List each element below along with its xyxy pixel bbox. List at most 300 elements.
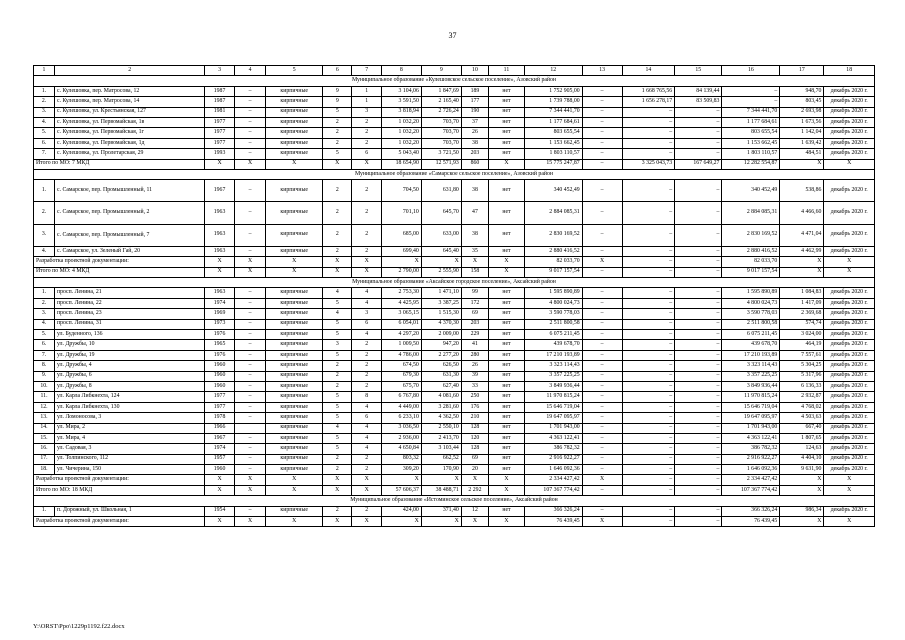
table-cell: нет [489,246,525,256]
table-cell: 1 595 890,89 [722,288,780,298]
table-cell: 170,90 [421,465,461,475]
table-cell: 5 [323,402,352,412]
table-cell: 6 [352,319,381,329]
table-cell: кирпичные [266,246,323,256]
table-cell: – [675,107,722,117]
table-cell: нет [489,117,525,127]
table-cell: декабрь 2020 г. [824,392,875,402]
table-cell: 1 417,09 [780,298,824,308]
table-cell: 2 [352,117,381,127]
table-cell: – [234,128,266,138]
table-cell: – [622,506,675,516]
table-cell: – [675,309,722,319]
table-cell: 17. [34,454,55,464]
table-cell: X [489,517,525,527]
table-cell: 7. [34,350,55,360]
table-cell: 627,40 [421,381,461,391]
table-cell: 4 404,10 [780,454,824,464]
table-cell: 18. [34,465,55,475]
table-cell: – [234,288,266,298]
column-number: 16 [722,66,780,76]
table-cell: 9 017 157,54 [722,267,780,277]
table-cell: – [675,180,722,202]
table-row [34,506,875,516]
column-number: 12 [524,66,582,76]
table-row [34,128,875,138]
table-cell: – [675,465,722,475]
table-cell: – [582,288,622,298]
table-cell: 1978 [205,413,234,423]
table-cell: нет [489,288,525,298]
table-cell: – [582,149,622,159]
table-cell: 107 367 774,42 [722,485,780,495]
summary-row [34,475,875,485]
table-cell: X [205,485,234,495]
table-cell: нет [489,444,525,454]
table-cell: – [582,97,622,107]
table-cell: – [582,413,622,423]
table-cell: 1 [352,97,381,107]
table-cell: 1967 [205,433,234,443]
table-cell: 3. [34,107,55,117]
table-cell: 120 [461,433,488,443]
table-cell: 1981 [205,107,234,117]
table-cell: с. Кулешовка, пер. Матросова, 12 [55,86,205,96]
table-cell: 2 [323,454,352,464]
table-cell: 18 654,90 [381,159,421,169]
table-cell [234,423,266,433]
table-cell: X [234,257,266,267]
table-row [34,444,875,454]
table-cell: 19 647 095,97 [524,413,582,423]
table-cell: нет [489,361,525,371]
table-cell: 4 471,04 [780,224,824,246]
table-cell: 3 357 225,25 [524,371,582,381]
table-cell: 4 362,50 [421,413,461,423]
table-cell: X [266,159,323,169]
table-cell: 4 800 024,73 [722,298,780,308]
table-cell: – [234,340,266,350]
table-cell: 4 297,20 [381,329,421,339]
table-cell: – [234,465,266,475]
table-cell: – [675,485,722,495]
table-cell: – [675,454,722,464]
table-cell: – [675,298,722,308]
table-cell: – [622,444,675,454]
table-cell: 82 033,70 [524,257,582,267]
table-cell: ул. Карла Либкнехта, 124 [55,392,205,402]
table-cell: X [489,485,525,495]
table-cell: 210 [461,413,488,423]
table-cell: X [824,517,875,527]
section-row [34,496,875,506]
table-cell: кирпичные [266,361,323,371]
table-cell: 2 292 [461,485,488,495]
table-cell: нет [489,506,525,516]
table-cell: X [205,517,234,527]
table-cell: 1 807,65 [780,433,824,443]
table-cell: кирпичные [266,423,323,433]
table-cell: X [205,267,234,277]
table-cell: нет [489,202,525,224]
table-row [34,202,875,224]
table-row [34,392,875,402]
table-cell: 701,10 [381,202,421,224]
table-cell: 703,70 [421,117,461,127]
table-cell: – [622,475,675,485]
section-title: Муниципальное образование «Самарское сельское поселение», Азовский район [34,169,875,179]
table-cell: 4 [352,298,381,308]
table-cell: 4. [34,246,55,256]
table-cell: 2 [352,202,381,224]
table-cell: 667,40 [780,423,824,433]
table-cell: 3 103,44 [421,444,461,454]
table-cell: 9. [34,371,55,381]
table-cell: кирпичные [266,180,323,202]
table-cell: – [722,97,780,107]
table-cell: 704,50 [381,180,421,202]
table-cell: 2 [323,117,352,127]
table-row [34,329,875,339]
table-cell: – [582,485,622,495]
table-cell: – [582,402,622,412]
table-cell: X [323,475,352,485]
table-cell: 3 849 936,44 [524,381,582,391]
table-cell: X [381,517,421,527]
table-row [34,149,875,159]
table-cell: 1 084,83 [780,288,824,298]
table-cell: – [622,361,675,371]
table-cell: 1 701 943,00 [722,423,780,433]
table-cell: 2 [323,224,352,246]
table-cell: 3 387,25 [421,298,461,308]
table-cell: – [622,298,675,308]
table-cell: 57 606,37 [381,485,421,495]
table-cell: – [675,350,722,360]
table-cell: – [675,117,722,127]
table-cell: 626,50 [421,361,461,371]
table-cell: 38 488,71 [421,485,461,495]
table-cell: 703,70 [421,138,461,148]
table-cell: с. Кулешовка, ул. Пролетарская, 29 [55,149,205,159]
table-cell: – [234,117,266,127]
table-cell: 4 786,00 [381,350,421,360]
table-cell: – [234,224,266,246]
table-cell: 250 [461,392,488,402]
table-cell: 2 [352,340,381,350]
table-cell: 128 [461,444,488,454]
table-cell: кирпичные [266,288,323,298]
table-cell: X [489,475,525,485]
table-cell: декабрь 2020 г. [824,309,875,319]
table-cell: кирпичные [266,202,323,224]
table-cell: 574,74 [780,319,824,329]
table-cell: 12 571,93 [421,159,461,169]
table-cell: X [352,267,381,277]
table-row [34,288,875,298]
table-cell: 2 165,40 [421,97,461,107]
table-cell: с. Кулешовка, ул. Крестьянская, 127 [55,107,205,117]
table-cell: 4 081,60 [421,392,461,402]
summary-label: Разработка проектной документации: [34,517,205,527]
table-cell: – [582,224,622,246]
summary-label: Разработка проектной документации: [34,475,205,485]
table-cell: 3 818,94 [381,107,421,117]
table-cell: кирпичные [266,224,323,246]
table-cell: 4 [352,423,381,433]
table-cell: 1960 [205,361,234,371]
table-cell: 11. [34,392,55,402]
table-cell: 4 449,00 [381,402,421,412]
table-cell: – [675,371,722,381]
table-cell: 1963 [205,202,234,224]
table-cell: – [234,309,266,319]
table-cell: нет [489,97,525,107]
column-number: 13 [582,66,622,76]
table-cell: 13. [34,413,55,423]
table-cell: – [622,138,675,148]
table-cell: 4 768,02 [780,402,824,412]
table-cell: – [234,350,266,360]
column-number: 4 [234,66,266,76]
summary-row [34,159,875,169]
table-cell: 26 [461,361,488,371]
table-cell: кирпичные [266,128,323,138]
table-cell: 2 884 085,31 [722,202,780,224]
table-cell: 5 [323,319,352,329]
table-cell: 4 [352,444,381,454]
table-cell: 1 [352,86,381,96]
table-cell: 5. [34,128,55,138]
table-cell: п. Дорожный, ул. Школьная, 1 [55,506,205,516]
table-row [34,86,875,96]
table-cell: декабрь 2020 г. [824,402,875,412]
table-cell: 2 334 427,42 [524,475,582,485]
table-cell: 2 550,10 [421,423,461,433]
table-cell: 124,63 [780,444,824,454]
table-cell: 1977 [205,117,234,127]
table-cell: 947,20 [421,340,461,350]
table-cell: декабрь 2020 г. [824,117,875,127]
table-cell: 4 462,99 [780,246,824,256]
table-cell: 2 511 800,58 [722,319,780,329]
table-cell: 38 [461,180,488,202]
table-cell: X [780,267,824,277]
table-cell: 3. [34,309,55,319]
table-cell: X [421,257,461,267]
table-cell: 128 [461,423,488,433]
table-cell: 2. [34,298,55,308]
table-cell: 3 [323,340,352,350]
table-cell: нет [489,309,525,319]
table-cell: 9 [323,97,352,107]
table-cell: X [824,475,875,485]
table-cell: декабрь 2020 г. [824,340,875,350]
table-cell: 19 647 095,97 [722,413,780,423]
table-cell: декабрь 2020 г. [824,138,875,148]
table-cell: 1 803 110,57 [524,149,582,159]
table-cell: 1963 [205,224,234,246]
table-cell: 6 [352,413,381,423]
table-cell: 76 439,45 [722,517,780,527]
table-cell: 5 [323,107,352,117]
table-cell: – [234,506,266,516]
table-cell: декабрь 2020 г. [824,202,875,224]
table-cell: ул. Буденного, 136 [55,329,205,339]
table-row [34,381,875,391]
table-cell: 386 782,32 [722,444,780,454]
column-number: 5 [266,66,323,76]
table-cell: – [675,224,722,246]
table-cell: – [582,309,622,319]
table-cell: 2 [352,465,381,475]
table-cell: 82 033,70 [722,257,780,267]
table-cell: 33 [461,381,488,391]
table-cell: кирпичные [266,371,323,381]
table-cell: – [582,298,622,308]
table-cell: – [675,413,722,423]
table-cell: 10. [34,381,55,391]
table-cell: 1963 [205,246,234,256]
table-cell: X [352,485,381,495]
table-cell: 3 849 936,44 [722,381,780,391]
table-cell: – [234,149,266,159]
table-cell: декабрь 2020 г. [824,423,875,433]
table-cell: 35 [461,246,488,256]
table-cell: ул. Дружбы, 6 [55,371,205,381]
table-cell: 2 884 085,31 [524,202,582,224]
table-cell: 38 [461,224,488,246]
table-cell: – [675,423,722,433]
table-cell: 1963 [205,288,234,298]
table-cell: X [266,517,323,527]
table-cell: – [675,202,722,224]
table-cell: – [622,202,675,224]
table-cell: 9 [323,86,352,96]
table-cell: кирпичные [266,149,323,159]
table-row [34,402,875,412]
table-cell: – [622,454,675,464]
table-cell: 2 936,00 [381,433,421,443]
table-cell: X [234,475,266,485]
table-cell: – [622,485,675,495]
table-cell: 8. [34,361,55,371]
table-cell: – [675,257,722,267]
table-cell: 1967 [205,180,234,202]
table-cell: – [582,159,622,169]
table-cell: 107 367 774,42 [524,485,582,495]
table-cell: 1969 [205,309,234,319]
table-cell: 6 075 211,45 [524,329,582,339]
table-cell: ул. Мира, 2 [55,423,205,433]
table-cell: 309,20 [381,465,421,475]
table-cell: с. Самарское, пер. Промышленный, 7 [55,224,205,246]
table-cell: кирпичные [266,329,323,339]
table-cell: – [622,149,675,159]
table-cell: – [234,361,266,371]
table-cell: 5 [323,392,352,402]
table-cell: – [622,288,675,298]
table-cell: – [675,319,722,329]
table-cell: 5. [34,329,55,339]
table-cell: 1 701 943,00 [524,423,582,433]
table-cell: – [675,361,722,371]
table-cell: X [352,517,381,527]
table-cell: нет [489,381,525,391]
table-row [34,298,875,308]
table-cell: просп. Ленина, 31 [55,319,205,329]
table-cell: кирпичные [266,506,323,516]
table-cell: X [352,159,381,169]
table-cell: нет [489,350,525,360]
table-cell: 2 [323,371,352,381]
table-cell: с. Самарское, пер. Промышленный, 2 [55,202,205,224]
table-cell: – [675,149,722,159]
table-cell: 47 [461,202,488,224]
table-cell: – [622,117,675,127]
table-cell: 1 656 278,17 [622,97,675,107]
table-cell: 2 [323,506,352,516]
section-title: Муниципальное образование «Истоминское сельское поселение», Аксайский район [34,496,875,506]
table-cell: нет [489,413,525,423]
table-cell: декабрь 2020 г. [824,465,875,475]
table-cell: 1 803 110,57 [722,149,780,159]
table-row [34,180,875,202]
table-cell: 11 970 815,24 [722,392,780,402]
table-cell: 26 [461,128,488,138]
table-cell: 803,45 [780,97,824,107]
table-cell: декабрь 2020 г. [824,444,875,454]
table-cell: X [489,267,525,277]
table-cell: X [461,257,488,267]
table-cell: 986,34 [780,506,824,516]
table-cell: 4 466,60 [780,202,824,224]
table-row [34,361,875,371]
table-cell: 3 036,50 [381,423,421,433]
table-cell: – [582,267,622,277]
column-number: 8 [381,66,421,76]
table-cell: 3 [352,107,381,117]
table-cell: X [323,485,352,495]
table-cell: X [780,257,824,267]
table-cell: 4 650,84 [381,444,421,454]
table-cell: 16. [34,444,55,454]
column-number: 9 [421,66,461,76]
table-cell: X [582,517,622,527]
table-cell: X [582,475,622,485]
table-cell: нет [489,138,525,148]
table-cell: нет [489,454,525,464]
table-cell: 1977 [205,138,234,148]
table-cell: 633,00 [421,224,461,246]
table-cell: – [234,107,266,117]
table-cell: кирпичные [266,298,323,308]
table-cell: 1. [34,288,55,298]
table-cell: X [323,159,352,169]
table-cell: 464,19 [780,340,824,350]
table-cell: кирпичные [266,454,323,464]
table-cell: 1 032,20 [381,138,421,148]
table-cell: ул. Дружбы, 4 [55,361,205,371]
table-cell: – [234,402,266,412]
table-cell: – [234,433,266,443]
table-cell: – [675,475,722,485]
table-cell: 3 721,50 [421,149,461,159]
table-cell: 2 830 169,52 [722,224,780,246]
table-cell: 2 [352,506,381,516]
table-cell: 4 [323,423,352,433]
table-cell: 4 [352,433,381,443]
